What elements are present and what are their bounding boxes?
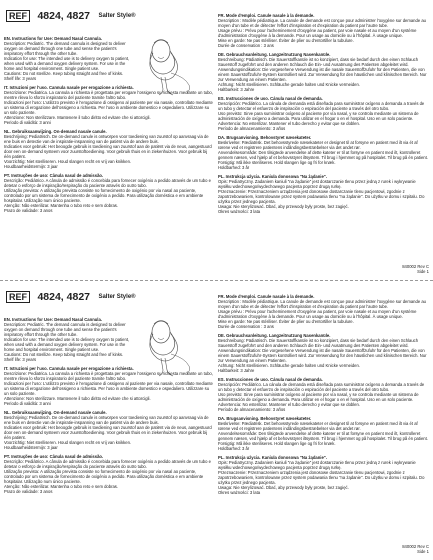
- section-title: NL. Gebruiksaanwijzing. On-demand nasale canule.: [4, 129, 107, 134]
- section-text: Indicaties voor gebruik: Het beoogde gebruik is toediening van zuurstof aan de patiënt via de neus, aangestuurd door een on-demand systeem voor zuurstoftoediening. Voor gebruik thuis en in ziekenhuizen. Voor gebruik bij één patiënt.: [4, 144, 212, 159]
- section-text: Uso previsto: Sirve para suministrar oxígeno al paciente por vía nasal, y se controla mediante un sistema de administración de oxígeno a demanda. Para utilizar en el hogar o en el hospital. Uso en un solo paciente.: [218, 392, 419, 402]
- instructions-right: [218, 13, 429, 276]
- section-title: PL. Instrukcja użycia. Kaniula donosowa "Na żądanie".: [218, 455, 327, 460]
- instructions-left: [4, 317, 213, 557]
- section-text: Período de almacenamiento: 3 años: [218, 407, 286, 412]
- section-text: Achtung: Nicht sterilisieren. Schläuche gerade halten und Knicke vermeiden.: [218, 82, 360, 87]
- section-es: [218, 96, 429, 131]
- section-text: Description: Pediatric. The demand cannula is designed to deliver oxygen on demand through one tube and sense the patient's inspiratory effort through the other tube.: [4, 322, 126, 337]
- section-text: Houdbaarheidstermijn: 3 jaar: [4, 164, 58, 169]
- section-it: [4, 85, 213, 125]
- section-title: PL. Instrukcja użycia. Kaniula donosowa "Na żądanie".: [218, 174, 327, 179]
- section-text: Przeznaczenie: Przeznaczeniem urządzenia jest donosowe dostarczanie tlenu pacjentowi, zgodnie z zapotrzebowaniem, kontrolowane przez system podawania tlenu "na żądanie". Do użytku w domu i szpitalu. Do użytku przez jednego pacjenta.: [218, 189, 425, 204]
- section-text: Indicazioni per l'uso: L'utilizzo previsto è l'erogazione di ossigeno al paziente per via nasale, controllato mediante un sistema di erogazione dell'ossigeno a richiesta. Per l'uso in ambiente domestico e ospedaliero. Utilizzare su un solo paziente.: [4, 381, 213, 396]
- section-de: [218, 52, 429, 92]
- section-text: Beschrijving: Pediatrisch. De on-demand canule is ontworpen voor toediening van zuurstof op aanvraag via de ene buis en detectie van de inspiratie-inspanning van de patiënt via de andere buis.: [4, 134, 209, 144]
- section-text: Achtung: Nicht sterilisieren. Schläuche gerade halten und Knicke vermeiden.: [218, 363, 360, 368]
- instructions-left: [4, 36, 213, 276]
- section-da: [218, 416, 429, 451]
- section-text: Cautions: Do not sterilize. Keep tubing straight and free of kinks.: [4, 352, 124, 357]
- section-text: Anvendelsesområde: Den tilsigtede anvendelse af dette kateter er til at forsyne en patient med ilt, kontrolleret gennem næsen, ved hjælp af et behovsstyret iltsystem. Til brug i hjemmet og på hospitalet. Til brug på én patient.: [218, 431, 428, 441]
- section-text: Durée de conservation : 3 ans: [218, 324, 274, 329]
- section-text: Indicaties voor gebruik: Het beoogde gebruik is toediening van zuurstof aan de patiënt via de neus, aangestuurd door een on-demand systeem voor zuurstoftoediening. Voor gebruik thuis en in ziekenhuizen. Voor gebruik bij één patiënt.: [4, 425, 212, 440]
- section-title: EN. Instructions for Use: Demand Nasal Cannula.: [4, 317, 102, 322]
- section-text: Descripción: Pediátrico. La cánula de demanda está diseñada para suministrar oxígeno a demanda a través de un tubo y detectar el esfuerzo de inspiración o espiración del paciente a través del otro tubo.: [218, 382, 425, 392]
- section-text: Shelf life: 3 years: [4, 357, 37, 362]
- section-text: Uso previsto: Sirve para suministrar oxígeno al paciente por vía nasal, y se controla mediante un sistema de administración de oxígeno a demanda. Para utilizar en el hogar o en el hospital. Uso en un solo paciente.: [218, 111, 419, 121]
- section-text: Advertencia: No esterilizar. Mantener el tubo derecho y evitar que se doblen.: [218, 402, 360, 407]
- section-title: ES. Instrucciones de uso. Cánula nasal de demanda.: [218, 96, 323, 101]
- section-en: [4, 36, 213, 81]
- section-text: Descrizione: Pediatrica. La cannula a richiesta è progettata per erogare l'ossigeno su richiesta mediante un tubo, mentre rileva lo sforzo inspiratorio del paziente tramite l'altro tubo.: [4, 371, 213, 381]
- section-text: Voorzichtig: Niet steriliseren. Houd slangen recht en vrij van knikken.: [4, 440, 132, 445]
- label-header: [6, 288, 136, 304]
- section-text: Atenção: Não esterilizar. Mantenha o tubo reto e sem dobras.: [4, 484, 119, 489]
- section-text: Indicazioni per l'uso: L'utilizzo previsto è l'erogazione di ossigeno al paziente per via nasale, controllato mediante un sistema di erogazione dell'ossigeno a richiesta. Per l'uso in ambiente domestico e ospedaliero. Utilizzare su un solo paziente.: [4, 100, 213, 115]
- section-title: PT. Instruções de uso: Cânula nasal de admissão.: [4, 454, 104, 459]
- section-text: Utilização prevista: A utilização prevista consiste no fornecimento de oxigénio por via nasal ao paciente, controlado por um sistema de fornecimento de oxigénio a pedido. Para utilização doméstica e em ambiente hospitalar. Utilização num único paciente.: [4, 469, 204, 484]
- section-title: EN. Instructions for Use: Demand Nasal Cannula.: [4, 36, 102, 41]
- section-text: Beskrivelse: Pædiatrisk. Det behovsstyrede næsekateter er designet til at forsyne en patient med ilt via ét af rørene ved et registrere patientens indåndingsbestræbelser via det andet rør.: [218, 421, 418, 431]
- product-codes: 4824, 4827: [37, 9, 91, 22]
- section-text: Description: Pediatric. The demand cannula is designed to deliver oxygen on demand through one tube and sense the patient's inspiratory effort through the other tube.: [4, 41, 126, 56]
- section-text: Prazo de validade: 3 anos: [4, 208, 53, 213]
- label-footer: [402, 544, 429, 554]
- section-da: [218, 135, 429, 170]
- section-text: Usage prévu : Prévu pour l'acheminement d'oxygène au patient, par voie nasale et au moyen d'un système d'administration d'oxygène à la demande. Pour un usage au domicile ou à l'hôpital. À usage unique.: [218, 28, 417, 38]
- section-text: Forsigtig: Må ikke steriliseres. Hold slangen lige og fri for knæk.: [218, 441, 336, 446]
- section-text: Periodo di validità: 3 anni: [4, 120, 51, 125]
- document-id: 840002 Rev C: [402, 264, 429, 269]
- section-text: Shelf life: 3 years: [4, 76, 37, 81]
- section-title: ES. Instrucciones de uso. Cánula nasal de demanda.: [218, 377, 323, 382]
- section-text: Beschrijving: Pediatrisch. De on-demand canule is ontworpen voor toediening van zuurstof op aanvraag via de ene buis en detectie van de inspiratie-inspanning van de patiënt via de andere buis.: [4, 415, 209, 425]
- section-text: Anvendelsesområde: Den tilsigtede anvendelse af dette kateter er til at forsyne en patient med ilt, kontrolleret gennem næsen, ved hjælp af et behovsstyret iltsystem. Til brug i hjemmet og på hospitalet. Til brug på én patient.: [218, 150, 428, 160]
- section-text: Forsigtig: Må ikke steriliseres. Hold slangen lige og fri for knæk.: [218, 160, 336, 165]
- section-text: Mise en garde: Ne pas stériliser. Éviter de plier ou d'entortiller la tubulure.: [218, 319, 354, 324]
- section-text: Przeznaczenie: Przeznaczeniem urządzenia jest donosowe dostarczanie tlenu pacjentowi, zgodnie z zapotrzebowaniem, kontrolowane przez system podawania tlenu "na żądanie". Do użytku w domu i szpitalu. Do użytku przez jednego pacjenta.: [218, 470, 425, 485]
- section-en: [4, 317, 213, 362]
- document-id: 840002 Rev C: [402, 544, 429, 549]
- section-title: IT. Istruzioni per l'uso. Cannula nasale per erogazione a richiesta.: [4, 366, 134, 371]
- left-column: [4, 0, 213, 276]
- section-title: DE. Gebrauchsanleitung. Langzeitnutzung Nasenkanüle.: [218, 333, 331, 338]
- section-text: Descrição: Pediátrico. A cânula de admissão é concebida para fornecer oxigénio a pedido através de um tubo e detetar o esforço de inspiração/respiração do paciente através do outro tubo.: [4, 459, 211, 469]
- right-column: [218, 281, 429, 557]
- section-text: Beschreibung: Pädiatrisch. Die Sauerstoffkanüle ist so konzipiert, dass sie bedarf durch den einen Schlauch Sauerstoff zugeführt und den anderen Schlauch die Ein- und Ausatmung des Patienten abgeleitet wird.: [218, 338, 419, 348]
- right-column: [218, 0, 429, 276]
- product-name: Salter Style®: [98, 293, 136, 300]
- section-text: Atenção: Não esterilizar. Mantenha o tubo reto e sem dobras.: [4, 203, 119, 208]
- instructions-right: [218, 294, 429, 557]
- section-text: Holdbarhed: 3 år: [218, 446, 250, 451]
- section-text: Attenzione: Non sterilizzare. Mantenere il tubo diritto ed evitare che si attorcigli.: [4, 396, 151, 401]
- label-footer: [402, 264, 429, 274]
- section-title: PT. Instruções de uso: Cânula nasal de admissão.: [4, 173, 104, 178]
- section-text: Description : Modèle pédiatrique. La canule de demande est conçue pour administrer l'oxygène sur demande au moyen d'un tube et de détecter l'effort d'inspiration et d'expiration du patient par l'autre tube.: [218, 18, 426, 28]
- section-text: Indication for use: The intended use is to delivery oxygen to patient, when used with a demand oxygen delivery system. For use in the home and hospital environment. Single patient use.: [4, 56, 130, 71]
- section-pt: [4, 454, 213, 494]
- section-pl: [218, 174, 429, 214]
- section-text: Anwendungsindikation: Die vorgesehene Verwendung ist die nasale Sauerstoffzufuhr für den Patienten, die von einem Sauerstoffzufuhr-System kontrolliert wird. Zur Verwendung für den häuslichen und klinischen Bereich. Nur zur Verwendung an einem Patienten.: [218, 67, 427, 82]
- section-text: Advertencia: No esterilizar. Mantener el tubo derecho y evitar que se doblen.: [218, 121, 360, 126]
- section-title: DA. Brugsanvisning. Behovstyret næsekateter.: [218, 135, 312, 140]
- section-text: Voorzichtig: Niet steriliseren. Houd slangen recht en vrij van knikken.: [4, 159, 132, 164]
- section-text: Descripción: Pediátrico. La cánula de demanda está diseñada para suministrar oxígeno a demanda a través de un tubo y detectar el esfuerzo de inspiración o espiración del paciente a través del otro tubo.: [218, 101, 425, 111]
- section-it: [4, 366, 213, 406]
- section-text: Uwaga: Nie sterylizować. Dbać, aby przewody były proste, bez zagięć.: [218, 485, 349, 490]
- section-nl: [4, 410, 213, 450]
- section-text: Attenzione: Non sterilizzare. Mantenere il tubo diritto ed evitare che si attorcigli.: [4, 115, 151, 120]
- section-text: Opis: Pediatryczny. Zadaniem kaniuli "na żądanie" jest dostarczanie tlenu przez jedną z rurek i wykrywanie wysiłku wdechowego/wydechowego pacjenta poprzez drugą rurkę.: [218, 460, 416, 470]
- section-title: FR. Mode d'emploi. Canule nasale à la demande.: [218, 13, 315, 18]
- section-text: Opis: Pediatryczny. Zadaniem kaniuli "na żądanie" jest dostarczanie tlenu przez jedną z rurek i wykrywanie wysiłku wdechowego/wydechowego pacjenta poprzez drugą rurkę.: [218, 179, 416, 189]
- section-nl: [4, 129, 213, 169]
- section-text: Uwaga: Nie sterylizować. Dbać, aby przewody były proste, bez zagięć.: [218, 204, 349, 209]
- section-text: Descrição: Pediátrico. A cânula de admissão é concebida para fornecer oxigénio a pedido através de um tubo e detetar o esforço de inspiração/respiração do paciente através do outro tubo.: [4, 178, 211, 188]
- section-text: Anwendungsindikation: Die vorgesehene Verwendung ist die nasale Sauerstoffzufuhr für den Patienten, die von einem Sauerstoffzufuhr-System kontrolliert wird. Zur Verwendung für den häuslichen und klinischen Bereich. Nur zur Verwendung an einem Patienten.: [218, 348, 427, 363]
- section-text: Holdbarhed: 3 år: [218, 165, 250, 170]
- section-pl: [218, 455, 429, 495]
- section-text: Periodo di validità: 3 anni: [4, 401, 51, 406]
- left-column: [4, 281, 213, 557]
- section-text: Cautions: Do not sterilize. Keep tubing straight and free of kinks.: [4, 71, 124, 76]
- page-indicator: Side 1: [417, 269, 429, 274]
- section-text: Utilização prevista: A utilização prevista consiste no fornecimento de oxigénio por via nasal ao paciente, controlado por um sistema de fornecimento de oxigénio a pedido. Para utilização doméstica e em ambiente hospitalar. Utilização num único paciente.: [4, 188, 204, 203]
- product-codes: 4824, 4827: [37, 290, 91, 303]
- ref-symbol: REF: [6, 291, 30, 303]
- ref-symbol: REF: [6, 10, 30, 22]
- section-text: Beschreibung: Pädiatrisch. Die Sauerstoffkanüle ist so konzipiert, dass sie bedarf durch den einen Schlauch Sauerstoff zugeführt und den anderen Schlauch die Ein- und Ausatmung des Patienten abgeleitet wird.: [218, 57, 419, 67]
- section-text: Beskrivelse: Pædiatrisk. Det behovsstyrede næsekateter er designet til at forsyne en patient med ilt via ét af rørene ved et registrere patientens indåndingsbestræbelser via det andet rør.: [218, 140, 418, 150]
- section-title: NL. Gebruiksaanwijzing. On-demand nasale canule.: [4, 410, 107, 415]
- section-fr: [218, 294, 429, 329]
- section-text: Haltbarkeit: 3 Jahre: [218, 368, 255, 373]
- section-text: Okres ważności: 3 lata: [218, 209, 261, 214]
- section-text: Durée de conservation : 3 ans: [218, 43, 274, 48]
- section-title: FR. Mode d'emploi. Canule nasale à la demande.: [218, 294, 315, 299]
- section-fr: [218, 13, 429, 48]
- label-header: [6, 7, 136, 23]
- section-title: IT. Istruzioni per l'uso. Cannula nasale per erogazione a richiesta.: [4, 85, 134, 90]
- section-text: Prazo de validade: 3 anos: [4, 489, 53, 494]
- section-title: DA. Brugsanvisning. Behovstyret næsekateter.: [218, 416, 312, 421]
- section-de: [218, 333, 429, 373]
- label-copy-2: [0, 280, 433, 560]
- section-pt: [4, 173, 213, 213]
- section-text: Haltbarkeit: 3 Jahre: [218, 87, 255, 92]
- section-text: Okres ważności: 3 lata: [218, 490, 261, 495]
- section-text: Description : Modèle pédiatrique. La canule de demande est conçue pour administrer l'oxygène sur demande au moyen d'un tube et de détecter l'effort d'inspiration et d'expiration du patient par l'autre tube.: [218, 299, 426, 309]
- page-indicator: Side 1: [417, 549, 429, 554]
- section-es: [218, 377, 429, 412]
- section-title: DE. Gebrauchsanleitung. Langzeitnutzung Nasenkanüle.: [218, 52, 331, 57]
- section-text: Indication for use: The intended use is to delivery oxygen to patient, when used with a demand oxygen delivery system. For use in the home and hospital environment. Single patient use.: [4, 337, 130, 352]
- section-text: Descrizione: Pediatrica. La cannula a richiesta è progettata per erogare l'ossigeno su richiesta mediante un tubo, mentre rileva lo sforzo inspiratorio del paziente tramite l'altro tubo.: [4, 90, 213, 100]
- section-text: Período de almacenamiento: 3 años: [218, 126, 286, 131]
- section-text: Mise en garde: Ne pas stériliser. Éviter de plier ou d'entortiller la tubulure.: [218, 38, 354, 43]
- section-text: Houdbaarheidstermijn: 3 jaar: [4, 445, 58, 450]
- section-text: Usage prévu : Prévu pour l'acheminement d'oxygène au patient, par voie nasale et au moyen d'un système d'administration d'oxygène à la demande. Pour un usage au domicile ou à l'hôpital. À usage unique.: [218, 309, 417, 319]
- product-name: Salter Style®: [98, 12, 136, 19]
